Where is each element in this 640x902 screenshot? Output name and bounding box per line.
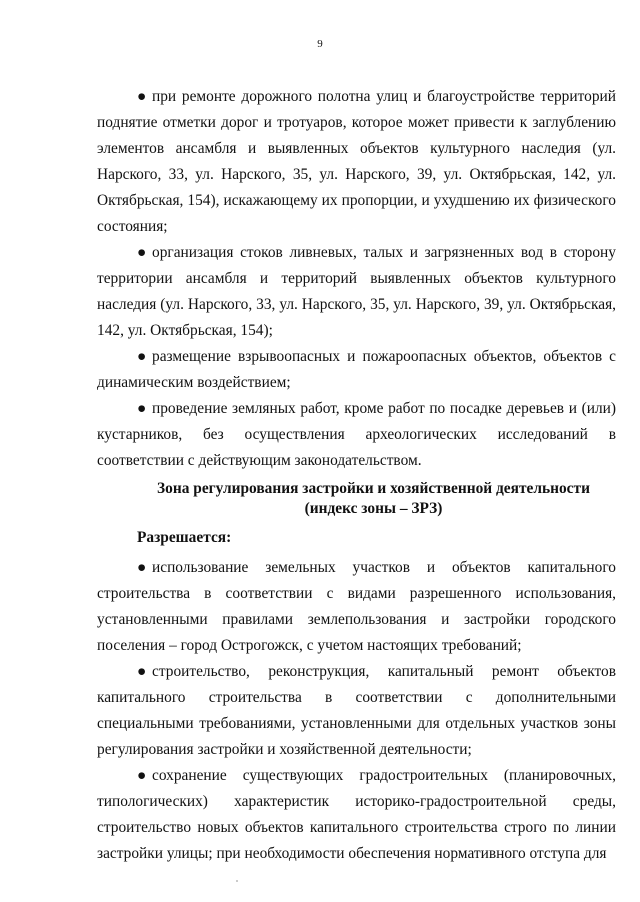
list-item <box>97 659 616 763</box>
bullet-icon: ● <box>137 88 147 105</box>
paragraph-text: при ремонте дорожного полотна улиц и благоустройстве территорий поднятие отметки дорог и тротуаров, которое может привести к заглублению элементов ансамбля и выявленных объектов культурного наследия (ул. Нарского, 33, ул. Нарского, 35, ул. Нарского, 39, ул. Октябрьская, 142, ул. Октябрьская, 154), искажающему их пропорции, и ухудшению их физического состояния; <box>97 88 616 235</box>
zone-heading-index: (индекс зоны – ЗРЗ) <box>304 500 443 517</box>
bullet-icon: ● <box>137 767 147 784</box>
list-item <box>97 396 616 474</box>
bullet-icon: ● <box>137 663 147 680</box>
paragraph-text: размещение взрывоопасных и пожароопасных объектов, объектов с динамическим воздействием; <box>97 348 616 391</box>
list-item <box>97 240 616 344</box>
paragraph-text: строительство, реконструкция, капитальный ремонт объектов капитального строительства в соответствии с дополнительными специальными требованиями, установленными для отдельных участков зоны регулирования застройки и хозяйственной деятельности; <box>97 663 616 758</box>
bullet-icon: ● <box>137 244 147 261</box>
list-item <box>97 344 616 396</box>
bullet-icon: ● <box>137 348 147 365</box>
paragraph-text: организация стоков ливневых, талых и загрязненных вод в сторону территории ансамбля и территорий выявленных объектов культурного наследия (ул. Нарского, 33, ул. Нарского, 35, ул. Нарского, 39, ул. Октябрьская, 142, ул. Октябрьская, 154); <box>97 244 616 339</box>
paragraph-text: использование земельных участков и объектов капитального строительства в соответствии с видами разрешенного использования, установленными правилами землепользования и застройки городского поселения – город Острогожск, с учетом настоящих требований; <box>97 559 616 654</box>
zone-heading-title: Зона регулирования застройки и хозяйственной деятельности <box>157 480 590 497</box>
page-content <box>97 84 616 867</box>
list-item <box>97 555 616 659</box>
page-number: 9 <box>317 38 323 50</box>
scan-speck <box>236 880 238 882</box>
allowed-label: Разрешается: <box>137 529 232 546</box>
bullet-icon: ● <box>137 400 147 417</box>
zone-heading <box>97 479 616 519</box>
list-item <box>97 763 616 867</box>
paragraph-text: проведение земляных работ, кроме работ по посадке деревьев и (или) кустарников, без осуществления археологических исследований в соответствии с действующим законодательством. <box>97 400 616 469</box>
list-item <box>97 84 616 240</box>
paragraph-text: сохранение существующих градостроительных (планировочных, типологических) характеристик историко-градостроительной среды, строительство новых объектов капитального строительства строго по линии застройки улицы; при необходимости обеспечения нормативного отступа для <box>97 767 616 862</box>
bullet-icon: ● <box>137 559 147 576</box>
